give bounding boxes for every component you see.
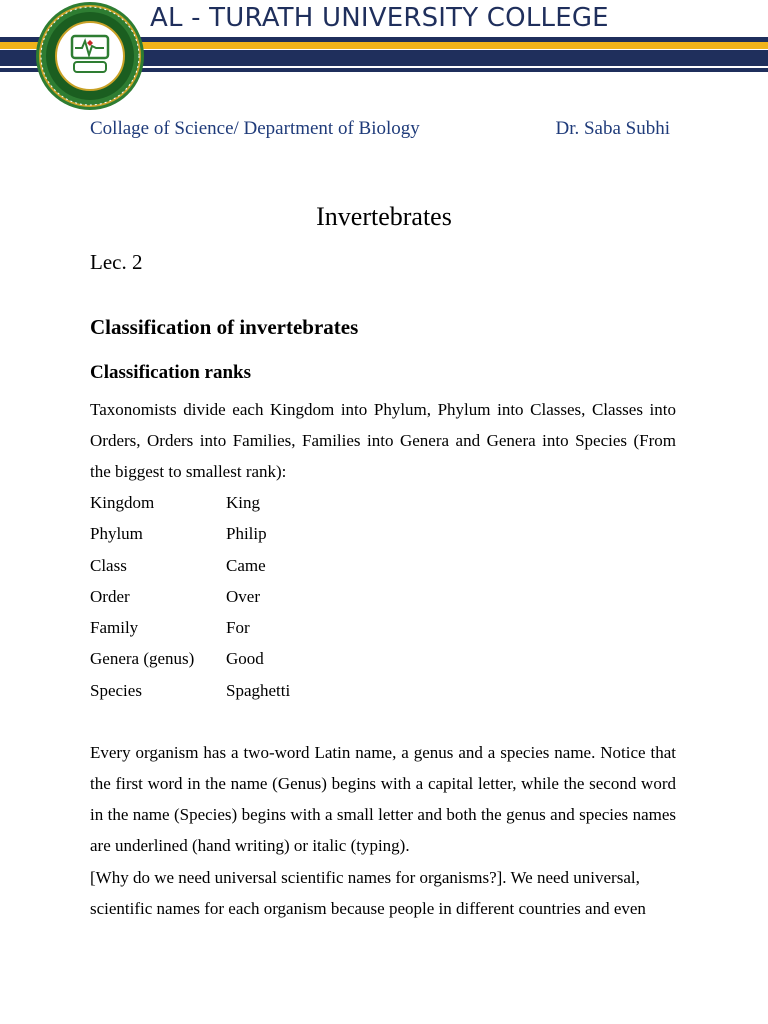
- rank-name: Class: [90, 555, 127, 575]
- university-name: AL - TURATH UNIVERSITY COLLEGE: [150, 3, 609, 33]
- rank-mnemonic: Good: [226, 649, 264, 669]
- rank-name: Family: [90, 618, 139, 638]
- rank-name: Species: [90, 680, 142, 700]
- rank-name: Genera (genus): [90, 649, 195, 669]
- rank-row: [90, 487, 490, 518]
- department-label: Collage of Science/ Department of Biology: [90, 118, 420, 139]
- rank-name: Phylum: [90, 524, 143, 544]
- author-name: Dr. Saba Subhi: [555, 118, 670, 139]
- rank-row: [90, 612, 490, 643]
- rank-mnemonic: For: [226, 618, 250, 638]
- paragraph-question: [Why do we need universal scientific names for organisms?]. We need universal, scientific names for each organism because people in different countries and even: [90, 868, 646, 918]
- rank-row: [90, 643, 490, 674]
- rank-mnemonic: King: [226, 493, 260, 512]
- rank-row: [90, 518, 490, 549]
- rank-mnemonic: Came: [226, 555, 266, 575]
- rank-name: Order: [90, 586, 130, 606]
- rank-mnemonic: Philip: [226, 524, 267, 544]
- rank-mnemonic: Spaghetti: [226, 680, 291, 700]
- rank-row: [90, 550, 490, 581]
- paragraph-intro: Taxonomists divide each Kingdom into Phylum, Phylum into Classes, Classes into Orders, Orders into Families, Families into Genera and Genera into Species (From the biggest to smallest rank):: [90, 400, 676, 481]
- rank-list: [90, 487, 490, 706]
- rank-row: [90, 581, 490, 612]
- rank-name: Kingdom: [90, 493, 155, 512]
- rank-row: [90, 675, 490, 706]
- university-seal-icon: [34, 0, 146, 112]
- document-title: Invertebrates: [316, 202, 452, 231]
- section-heading: Classification of invertebrates: [90, 315, 359, 339]
- paragraph-naming: Every organism has a two-word Latin name, a genus and a species name. Notice that the first word in the name (Genus) begins with a capital letter, while the second word in the name (Species) begins with a small letter and both the genus and species names are underlined (hand writing) or italic (typing).: [90, 743, 676, 855]
- rank-mnemonic: Over: [226, 586, 260, 606]
- page-header: [0, 0, 768, 110]
- subsection-heading: Classification ranks: [90, 362, 251, 383]
- lecture-number: Lec. 2: [90, 250, 143, 274]
